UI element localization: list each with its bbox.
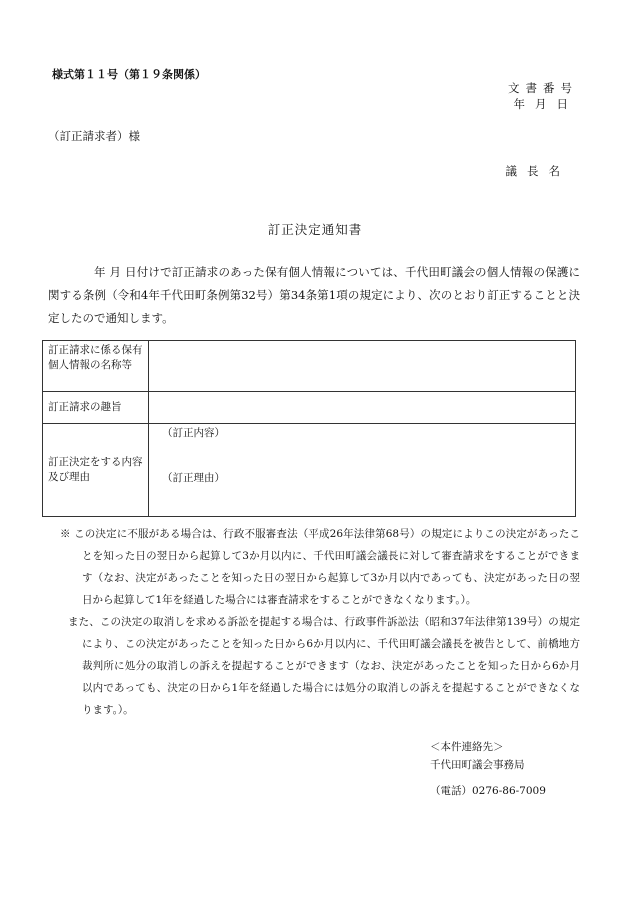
sender-chairperson: 議長名: [505, 164, 570, 178]
table-label: 訂正請求の趣旨: [43, 392, 149, 424]
form-number: 様式第１１号（第１９条関係）: [52, 68, 206, 81]
body-paragraph-container: [48, 261, 580, 330]
table-value: [149, 392, 576, 424]
body-paragraph: 年 月 日付けで訂正請求のあった保有個人情報については、千代田町議会の個人情報の保護に関する条例（令和4年千代田町条例第32号）第34条第1項の規定により、次のとおり訂正することと決定したので通知します。: [48, 265, 580, 325]
document-number: 文書番号: [508, 81, 578, 95]
notes-section: [60, 523, 580, 721]
correction-content-label: （訂正内容）: [162, 427, 225, 439]
document-title: 訂正決定通知書: [267, 222, 363, 237]
date-line: 年月日: [513, 97, 578, 111]
table-row: [43, 424, 576, 517]
decision-table: [42, 340, 576, 517]
correction-reason-label: （訂正理由）: [162, 472, 225, 484]
contact-office: 千代田町議会事務局: [430, 759, 525, 771]
contact-heading: ＜本件連絡先＞: [430, 741, 504, 753]
table-row: [43, 341, 576, 392]
lawsuit-note: また、この決定の取消しを求める訴訟を提起する場合は、行政事件訴訟法（昭和37年法律第139号）の規定により、この決定があったことを知った日から6か月以内に、千代田町議会議長を被告として、前橋地方裁判所に処分の取消しの訴えを提起することができます（なお、決定があったことを知った日から6か月以内であっても、決定の日から1年を経過した場合には処分の取消しの訴えを提起することができなくなります。）。: [68, 616, 580, 716]
contact-phone: （電話）0276-86-7009: [430, 785, 546, 797]
table-value: [149, 341, 576, 392]
table-value: [149, 424, 576, 517]
table-label: 訂正請求に係る保有個人情報の名称等: [43, 341, 149, 392]
recipient: （訂正請求者）様: [48, 129, 140, 143]
table-label: 訂正決定をする内容及び理由: [43, 424, 149, 517]
table-row: [43, 392, 576, 424]
appeal-note: ※ この決定に不服がある場合は、行政不服審査法（平成26年法律第68号）の規定によりこの決定があったことを知った日の翌日から起算して3か月以内に、千代田町議会議長に対して審査請求をすることができます（なお、決定があったことを知った日の翌日から起算して3か月以内であっても、決定があった日の翌日から起算して1年を経過した場合には審査請求をすることができなくなります。）。: [60, 528, 580, 606]
contact-block: [430, 738, 546, 800]
